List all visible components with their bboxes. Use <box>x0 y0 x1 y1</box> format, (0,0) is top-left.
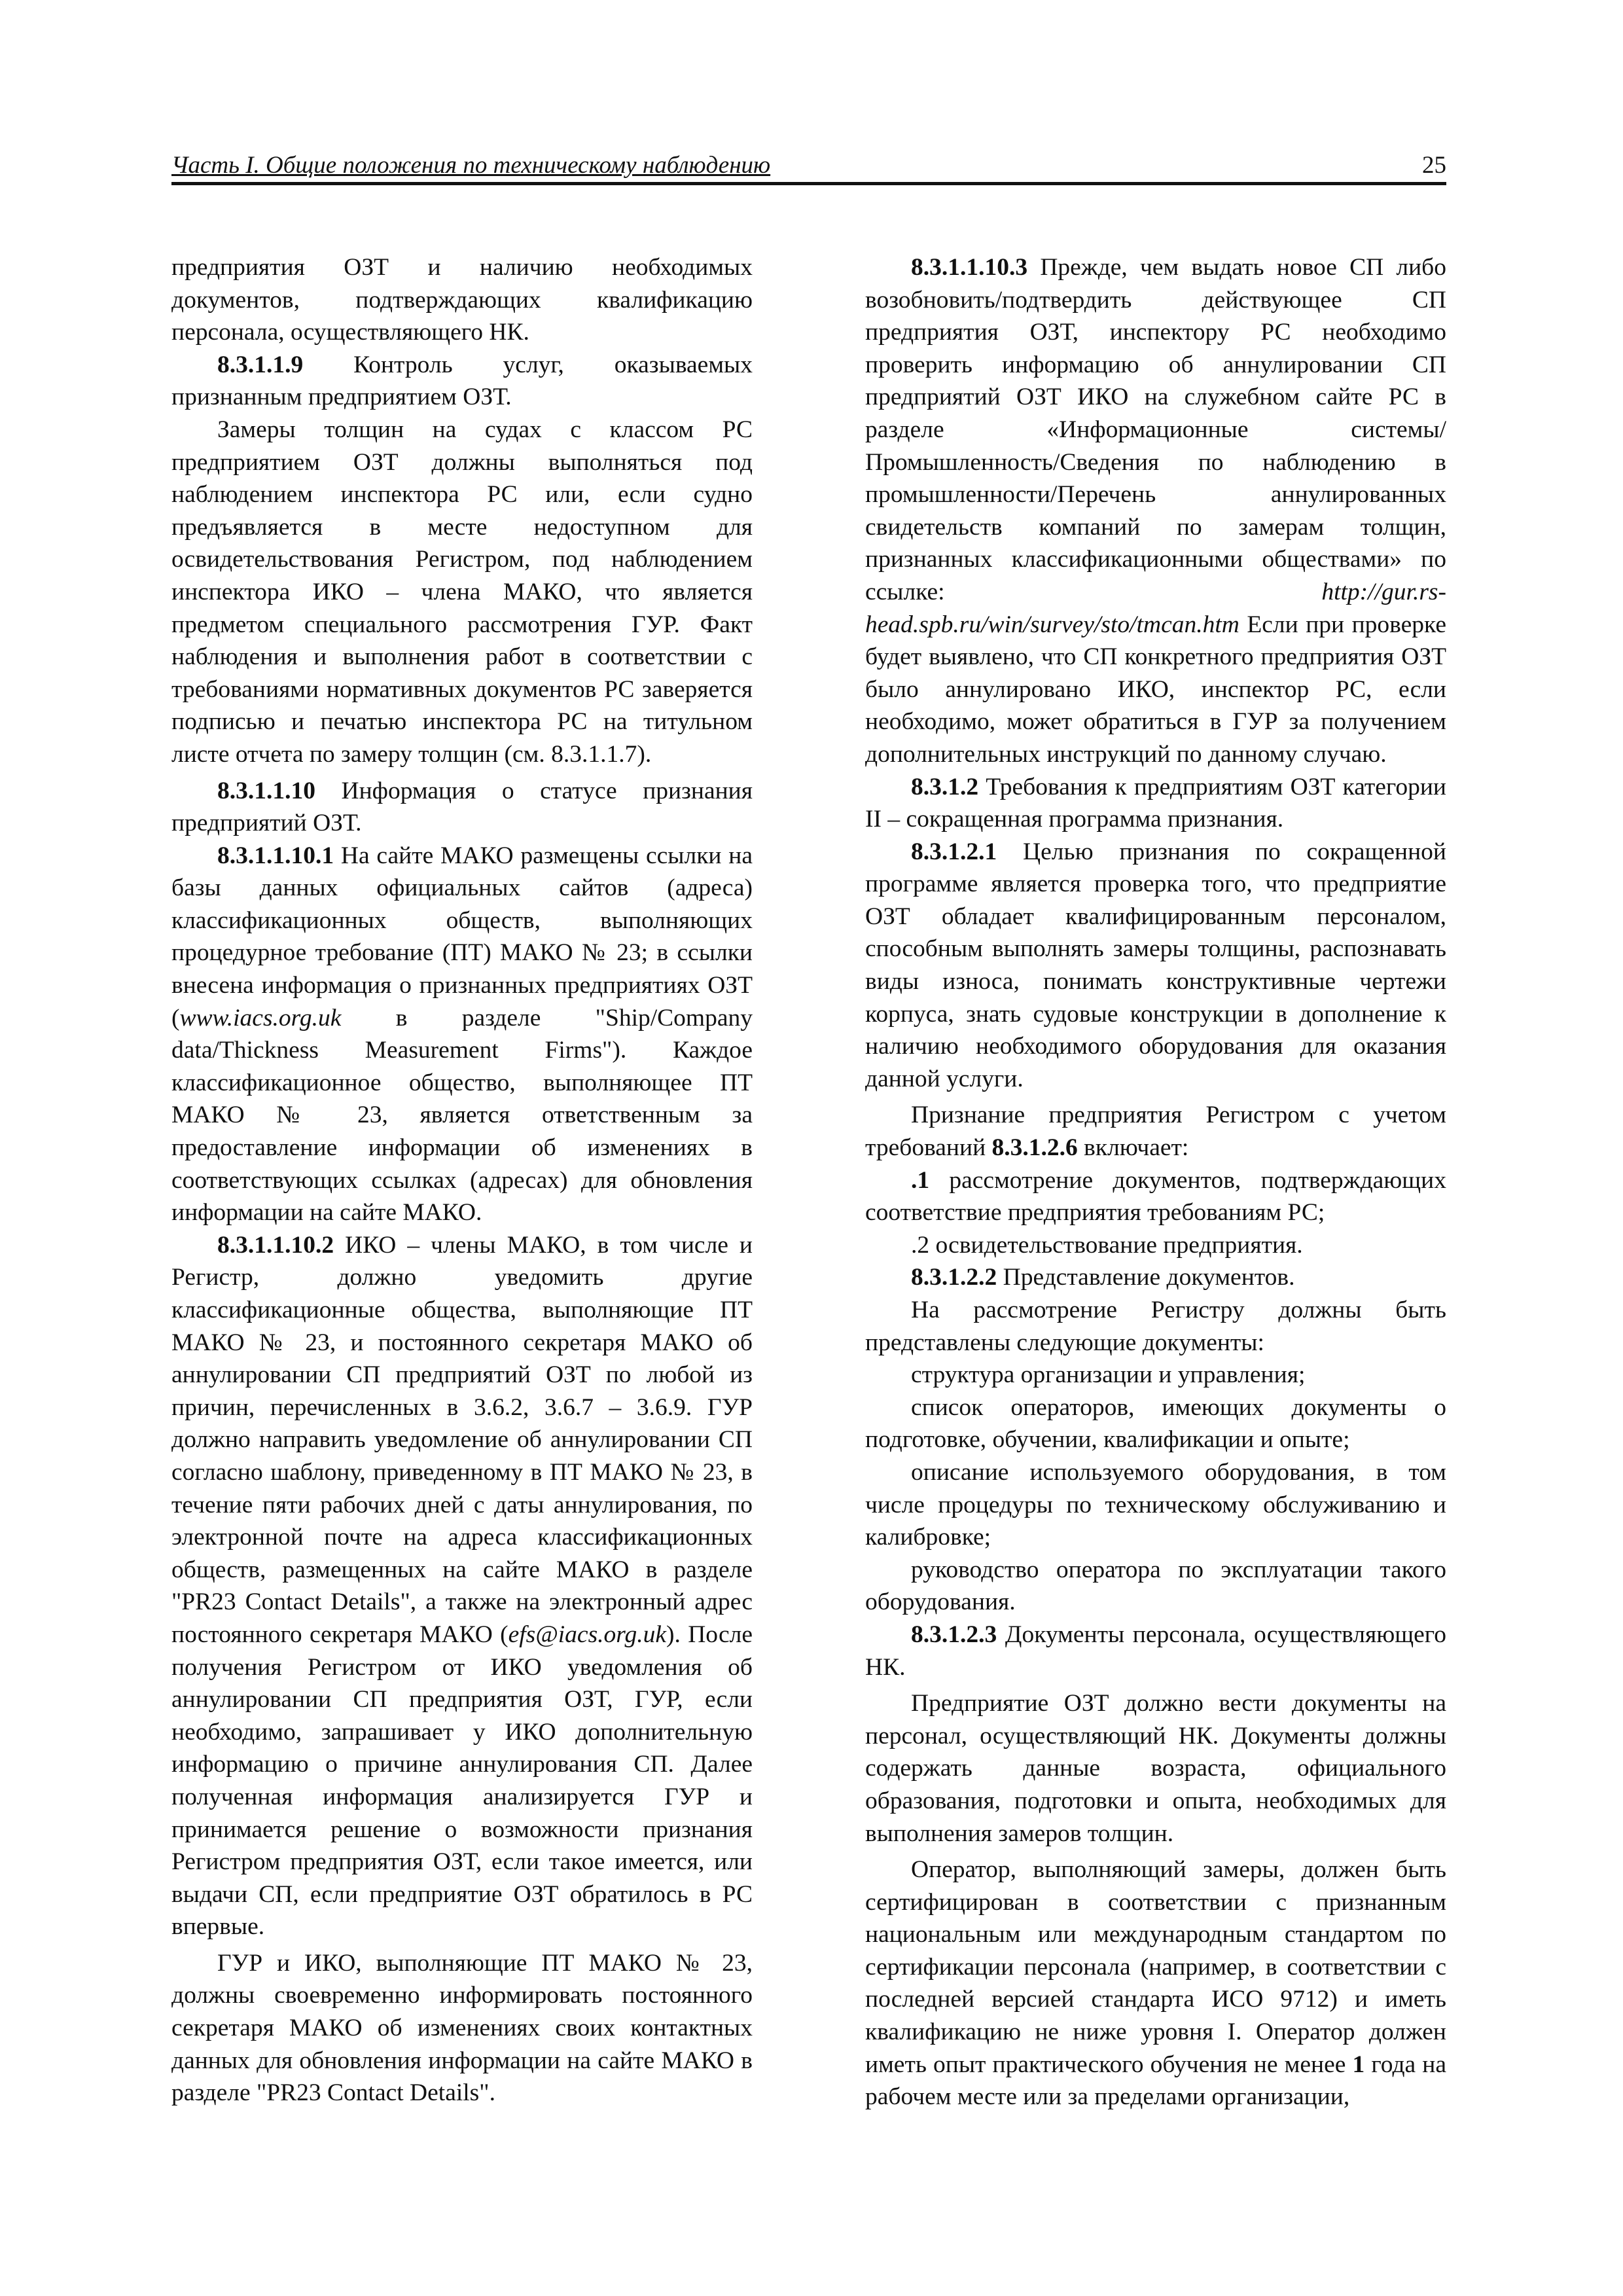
section-reference: 8.3.1.2.6 <box>991 1134 1078 1162</box>
list-number: .1 <box>911 1166 930 1194</box>
paragraph: 8.3.1.2 Требования к предприятиям ОЗТ категории II – сокращенная программа признания. <box>865 773 1446 833</box>
paragraph: Признание предприятия Регистром с учетом требований 8.3.1.2.6 включает: <box>865 1102 1446 1162</box>
list-item: руководство оператора по эксплуатации такого оборудования. <box>865 1556 1446 1616</box>
paragraph: 8.3.1.1.10 Информация о статусе признания предприятий ОЗТ. <box>171 777 753 837</box>
paragraph: 8.3.1.1.9 Контроль услуг, оказываемых признанным предприятием ОЗТ. <box>171 351 753 411</box>
paragraph: предприятия ОЗТ и наличию необходимых документов, подтверждающих квалификацию персонала, осуществляющего НК. <box>171 254 753 346</box>
list-item: список операторов, имеющих документы о подготовке, обучении, квалификации и опыте; <box>865 1393 1446 1454</box>
list-item: .1 рассмотрение документов, подтверждающих соответствие предприятия требованиям РС; <box>865 1166 1446 1227</box>
section-number: 8.3.1.1.10.1 <box>217 842 334 869</box>
section-number: 8.3.1.1.10.2 <box>217 1231 334 1259</box>
paragraph: Замеры толщин на судах с классом РС предприятием ОЗТ должны выполняться под наблюдением инспектора РС или, если судно предъявляется в месте недоступном для освидетельствования Регистром, под наблюдением инспектора ИКО – члена МАКО, что является предметом специального рассмотрения ГУР. Факт наблюдения и выполнения работ в соответствии с требованиями нормативных документов РС заверяется подписью и печатью инспектора РС на титульном листе отчета по замеру толщин (см. 8.3.1.1.7). <box>171 416 753 768</box>
running-header <box>171 145 1446 185</box>
section-number: 8.3.1.1.9 <box>217 351 304 378</box>
paragraph: Предприятие ОЗТ должно вести документы на персонал, осуществляющий НК. Документы должны содержать данные возраста, официального образования, подготовки и опыта, необходимых для выполнения замеров толщин. <box>865 1690 1446 1847</box>
list-item: описание используемого оборудования, в том числе процедуры по техническому обслуживанию и калибровке; <box>865 1458 1446 1551</box>
section-number: 8.3.1.2.2 <box>911 1264 997 1291</box>
paragraph: 8.3.1.2.1 Целью признания по сокращенной программе является проверка того, что предприятие ОЗТ обладает квалифицированным персоналом, способным выполнять замеры толщины, распознавать виды износа, понимать конструктивные чертежи корпуса, знать судовые конструкции в дополнение к наличию необходимого оборудования для оказания данной услуги. <box>865 838 1446 1092</box>
header-title: Часть I. Общие положения по техническому наблюдению <box>171 152 771 179</box>
paragraph: 8.3.1.2.3 Документы персонала, осуществляющего НК. <box>865 1621 1446 1681</box>
paragraph: ГУР и ИКО, выполняющие ПТ МАКО № 23, должны своевременно информировать постоянного секретаря МАКО об изменениях своих контактных данных для обновления информации на сайте МАКО в разделе "PR23 Contact Details". <box>171 1949 753 2107</box>
paragraph: На рассмотрение Регистру должны быть представлены следующие документы: <box>865 1297 1446 1356</box>
section-number: 8.3.1.2.3 <box>911 1621 997 1648</box>
secretary-email-link[interactable]: efs@iacs.org.uk <box>508 1621 667 1648</box>
paragraph: Оператор, выполняющий замеры, должен быть сертифицирован в соответствии с признанным национальным или международным стандартом по сертификации персонала (например, в соответствии с последней версией стандарта ИСО 9712) и иметь квалификацию не ниже уровня I. Оператор должен иметь опыт практического обучения не менее 1 года на рабочем месте или за пределами организации, <box>865 1856 1446 2111</box>
paragraph: 8.3.1.1.10.1 На сайте МАКО размещены ссылки на базы данных официальных сайтов (адреса) классификационных обществ, выполняющих процедурное требование (ПТ) МАКО № 23; в ссылки внесена информация о признанных предприятиях ОЗТ (www.iacs.org.uk в разделе "Ship/Company data/Thickness Measurement Firms"). Каждое классификационное общество, выполняющее ПТ МАКО № 23, является ответственным за предоставление информации об изменениях в соответствующих ссылках (адресах) для обновления информации на сайте МАКО. <box>171 842 753 1227</box>
section-number: 8.3.1.1.10.3 <box>911 254 1028 281</box>
left-column <box>171 251 753 2109</box>
paragraph: 8.3.1.1.10.2 ИКО – члены МАКО, в том числе и Регистр, должно уведомить другие классификационные общества, выполняющие ПТ МАКО № 23, и постоянного секретаря МАКО об аннулировании СП предприятий ОЗТ по любой из причин, перечисленных в 3.6.2, 3.6.7 – 3.6.9. ГУР должно направить уведомление об аннулировании СП согласно шаблону, приведенному в ПТ МАКО № 23, в течение пяти рабочих дней с даты аннулирования, по электронной почте на адреса классификационных обществ, размещенных на сайте МАКО в разделе "PR23 Contact Details", а также на электронный адрес постоянного секретаря МАКО (efs@iacs.org.uk). После получения Регистром от ИКО уведомления об аннулировании СП предприятия ОЗТ, ГУР, если необходимо, запрашивает у ИКО дополнительную информацию о причине аннулирования СП. Далее полученная информация анализируется ГУР и принимается решение о возможности признания Регистром предприятия ОЗТ, если такое имеется, или выдачи СП, если предприятие ОЗТ обратилось в РС впервые. <box>171 1231 753 1941</box>
section-number: 8.3.1.1.10 <box>217 777 315 804</box>
right-column <box>865 251 1446 2113</box>
list-item: структура организации и управления; <box>911 1361 1306 1389</box>
list-item: .2 освидетельствование предприятия. <box>911 1231 1303 1259</box>
rs-service-link[interactable]: http://gur.rs-head.spb.ru/win/survey/sto/tmcan.htm <box>865 578 1446 638</box>
page-number: 25 <box>1422 152 1446 179</box>
iacs-website-link[interactable]: www.iacs.org.uk <box>179 1004 342 1031</box>
section-number: 8.3.1.2 <box>911 773 979 800</box>
paragraph: 8.3.1.2.2 Представление документов. <box>911 1264 1295 1291</box>
paragraph: 8.3.1.1.10.3 Прежде, чем выдать новое СП либо возобновить/подтвердить действующее СП предприятия ОЗТ, инспектору РС необходимо проверить информацию об аннулировании СП предприятий ОЗТ ИКО на служебном сайте РС в разделе «Информационные системы/Промышленность/Сведения по наблюдению в промышленности/Перечень аннулированных свидетельств компаний по замерам толщин, признанных классификационными обществами» по ссылке: http://gur.rs-head.spb.ru/win/survey/sto/tmcan.htm Если при проверке будет выявлено, что СП конкретного предприятия ОЗТ было аннулировано ИКО, инспектор РС, если необходимо, может обратиться в ГУР за получением дополнительных инструкций по данному случаю. <box>865 254 1446 768</box>
section-number: 8.3.1.2.1 <box>911 838 997 865</box>
